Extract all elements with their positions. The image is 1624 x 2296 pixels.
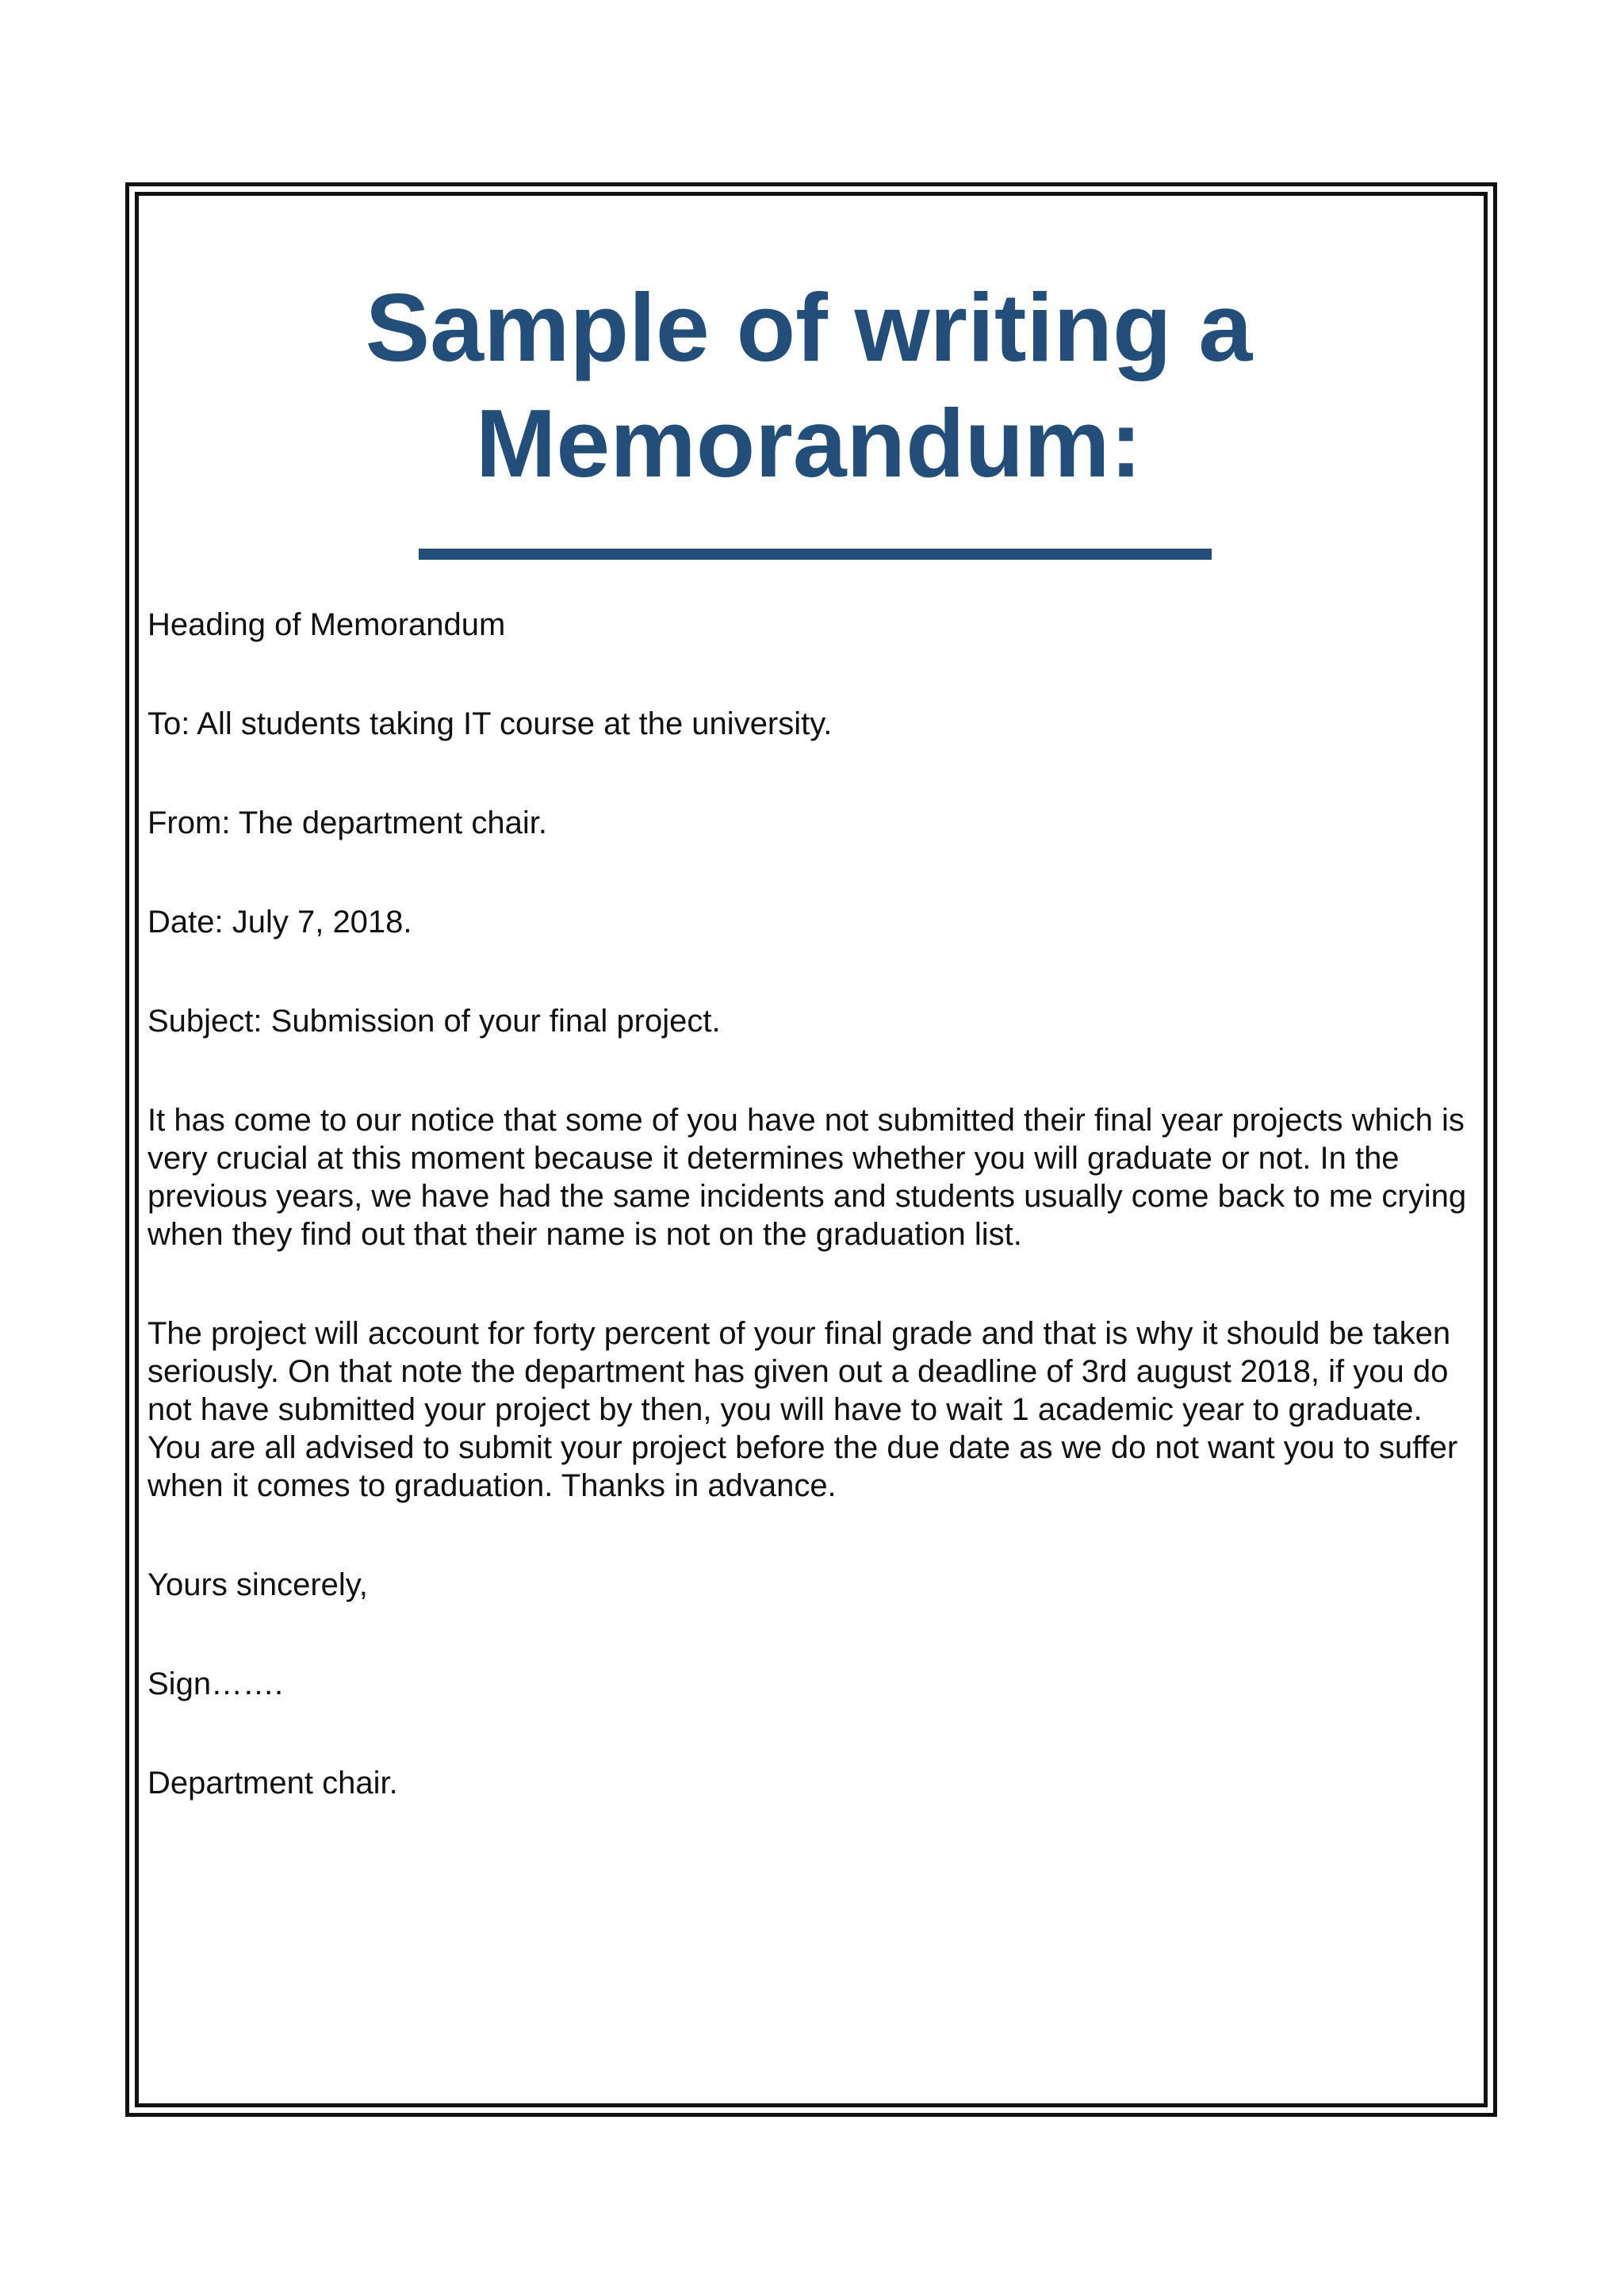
memo-to: To: All students taking IT course at the university. — [147, 706, 833, 741]
memo-subject: Subject: Submission of your final project. — [147, 1004, 721, 1039]
memo-paragraph-1: It has come to our notice that some of you have not submitted their final year projects which is very crucial at this moment because it determines whether you will graduate or not. In the previous years, we have had the same incidents and students usually come back to me crying when they find out that their name is not on the graduation list. — [147, 1103, 1467, 1252]
memo-paragraph-2: The project will account for forty percent of your final grade and that is why it should be taken seriously. On that note the department has given out a deadline of 3rd august 2018, if you do not have submitted your project by then, you will have to wait 1 academic year to graduate. You are all advised to submit your project before the due date as we do not want you to suffer when it comes to graduation. Thanks in advance. — [147, 1316, 1458, 1503]
memo-date: Date: July 7, 2018. — [147, 905, 412, 939]
memo-from: From: The department chair. — [147, 806, 547, 840]
memo-closing: Yours sincerely, — [147, 1567, 368, 1602]
memo-body — [147, 606, 1480, 1863]
title-line-2: Memorandum: — [475, 389, 1143, 497]
title-line-1: Sample of writing a — [365, 274, 1253, 381]
memo-sign: Sign……. — [147, 1667, 284, 1701]
page-title — [238, 270, 1380, 501]
memo-signatory: Department chair. — [147, 1766, 398, 1800]
title-underline-rule — [419, 549, 1212, 560]
memo-heading: Heading of Memorandum — [147, 607, 506, 642]
